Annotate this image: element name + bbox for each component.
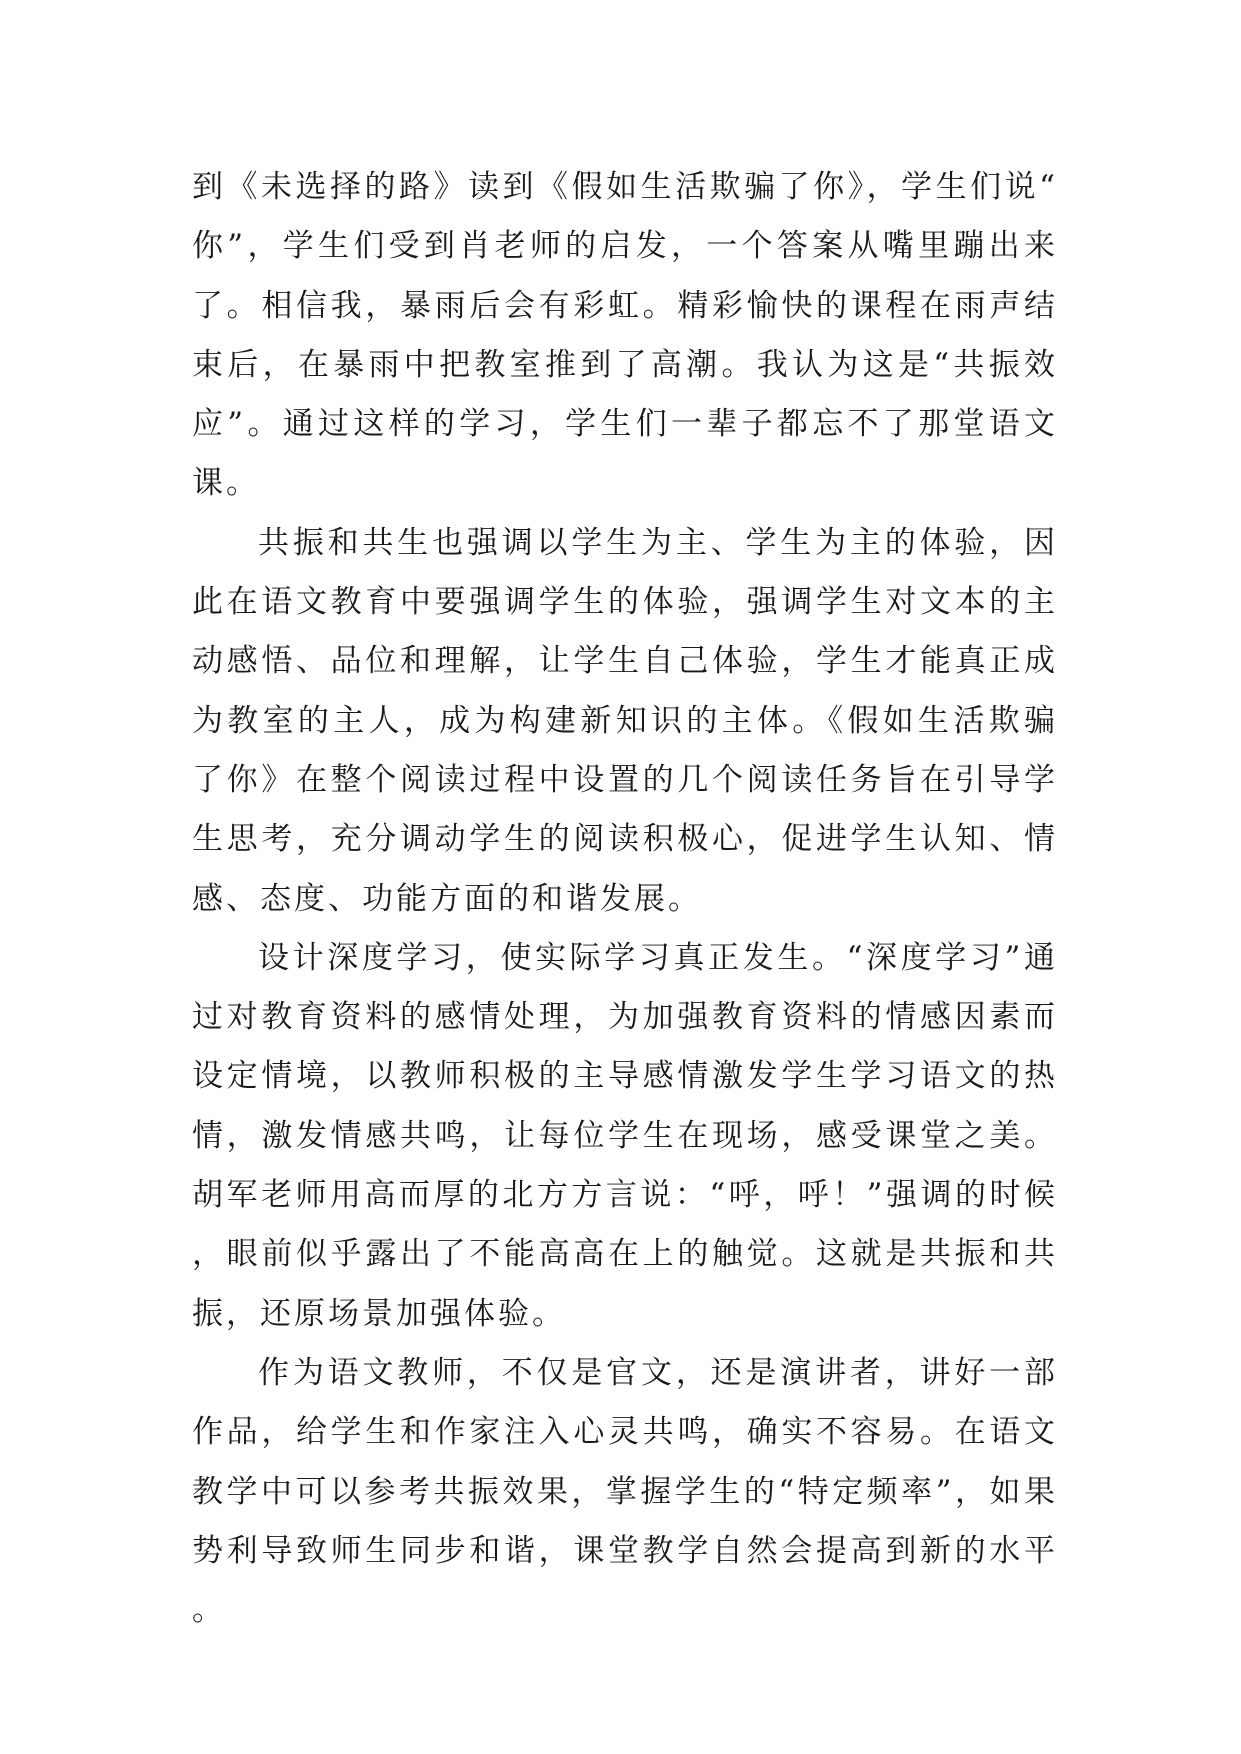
paragraph-3: 设计深度学习，使实际学习真正发生。“深度学习”通过对教育资料的感情处理，为加强教育资料的情感因素而设定情境，以教师积极的主导感情激发学生学习语文的热情，激发情感共鸣，让每位学生在现场，感受课堂之美。胡军老师用高而厚的北方方言说：“呼，呼！”强调的时候，眼前似乎露出了不能高高在上的触觉。这就是共振和共振，还原场景加强体验。	[192, 939, 1058, 1332]
paragraph-1: 到《未选择的路》读到《假如生活欺骗了你》，学生们说“你”，学生们受到肖老师的启发，一个答案从嘴里蹦出来了。相信我，暴雨后会有彩虹。精彩愉快的课程在雨声结束后，在暴雨中把教室推到了高潮。我认为这是“共振效应”。通过这样的学习，学生们一辈子都忘不了那堂语文课。	[192, 169, 1058, 502]
document-body	[192, 158, 1058, 1640]
paragraph-4: 作为语文教师，不仅是官文，还是演讲者，讲好一部作品，给学生和作家注入心灵共鸣，确实不容易。在语文教学中可以参考共振效果，掌握学生的“特定频率”，如果势利导致师生同步和谐，课堂教学自然会提高到新的水平。	[192, 1354, 1058, 1629]
paragraph-2: 共振和共生也强调以学生为主、学生为主的体验，因此在语文教育中要强调学生的体验，强调学生对文本的主动感悟、品位和理解，让学生自己体验，学生才能真正成为教室的主人，成为构建新知识的主体。《假如生活欺骗了你》在整个阅读过程中设置的几个阅读任务旨在引导学生思考，充分调动学生的阅读积极心，促进学生认知、情感、态度、功能方面的和谐发展。	[192, 524, 1058, 917]
